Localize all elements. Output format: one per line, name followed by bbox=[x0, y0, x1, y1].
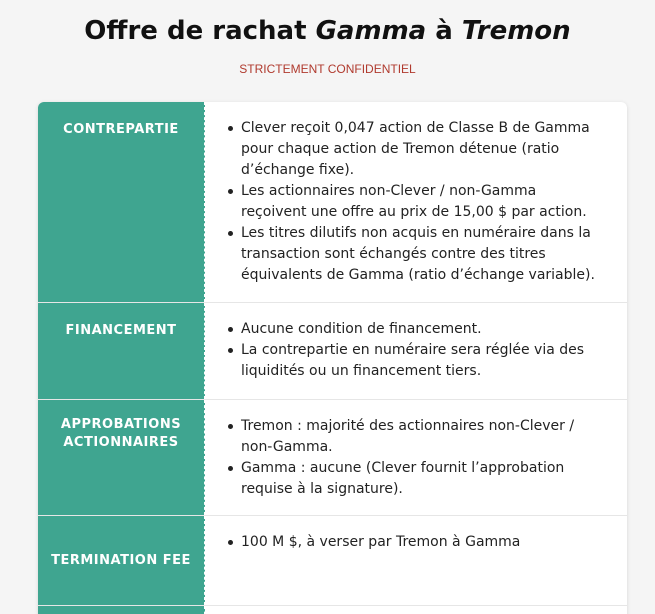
terms-row-termination-fee bbox=[38, 516, 627, 606]
row-label bbox=[38, 303, 205, 399]
row-label bbox=[38, 516, 205, 605]
list-item: 100 M $, à verser par Tremon à Gamma bbox=[225, 532, 597, 553]
row-label bbox=[38, 606, 205, 614]
row-label bbox=[38, 400, 205, 515]
list-item: Gamma : aucune (Clever fournit l’approbation requise à la signature). bbox=[225, 458, 597, 500]
row-content bbox=[205, 400, 627, 515]
row-content bbox=[205, 102, 627, 302]
title-company-a: Gamma bbox=[315, 16, 427, 46]
terms-row-partial bbox=[38, 606, 627, 614]
row-label-text: CONTREPARTIE bbox=[63, 122, 179, 137]
row-content bbox=[205, 606, 627, 614]
confidential-notice: STRICTEMENT CONFIDENTIEL bbox=[239, 62, 416, 76]
row-label bbox=[38, 102, 205, 302]
title-company-b: Tremon bbox=[461, 16, 571, 46]
list-item: Tremon : majorité des actionnaires non-Clever / non-Gamma. bbox=[225, 416, 597, 458]
title-prefix: Offre de rachat bbox=[84, 16, 316, 46]
list-item: Les titres dilutifs non acquis en numéraire dans la transaction sont échangés contre des titres équivalents de Gamma (ratio d’échange variable). bbox=[225, 223, 597, 286]
row-label-text: TERMINATION FEE bbox=[51, 552, 191, 568]
row-label-text: APPROBATIONS ACTIONNAIRES bbox=[60, 417, 182, 450]
terms-row-financement bbox=[38, 303, 627, 400]
page-title bbox=[0, 16, 655, 46]
terms-row-approbations bbox=[38, 400, 627, 516]
list-item: Aucune condition de financement. bbox=[225, 319, 597, 340]
list-item: Clever reçoit 0,047 action de Classe B de Gamma pour chaque action de Tremon détenue (ratio d’échange fixe). bbox=[225, 118, 597, 181]
row-content bbox=[205, 516, 627, 567]
title-middle: à bbox=[426, 16, 462, 46]
row-content bbox=[205, 303, 627, 399]
terms-table bbox=[38, 102, 627, 614]
row-label-text: FINANCEMENT bbox=[65, 323, 177, 338]
list-item: La contrepartie en numéraire sera réglée via des liquidités ou un financement tiers. bbox=[225, 340, 597, 382]
terms-row-contrepartie bbox=[38, 102, 627, 303]
list-item: Les actionnaires non-Clever / non-Gamma reçoivent une offre au prix de 15,00 $ par action. bbox=[225, 181, 597, 223]
